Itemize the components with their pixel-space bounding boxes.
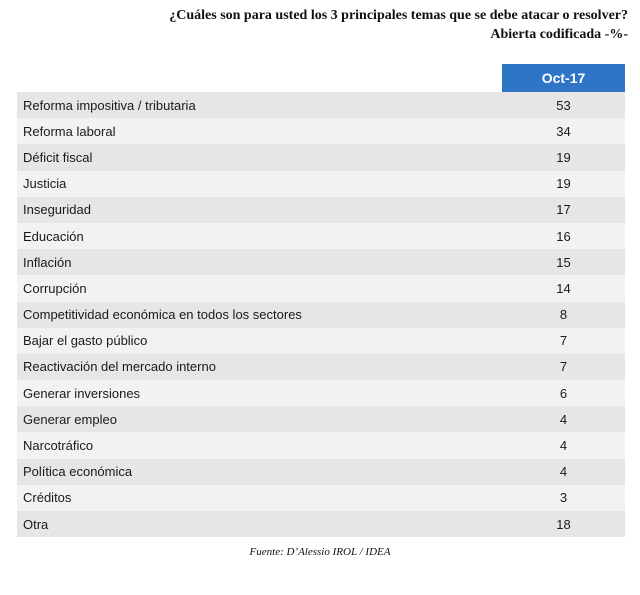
source-note: Fuente: D’Alessio IROL / IDEA (249, 546, 391, 558)
row-label: Justicia (23, 176, 67, 192)
chart-title (169, 6, 628, 44)
table-row (17, 380, 625, 406)
row-value: 34 (556, 123, 571, 139)
table-row (17, 432, 625, 458)
title-line-1: ¿Cuáles son para usted los 3 principales temas que se debe atacar o resolver? (169, 8, 628, 23)
table-body (17, 92, 625, 537)
table-row (17, 328, 625, 354)
table-row (17, 118, 625, 144)
row-label: Otra (23, 516, 49, 532)
row-label: Narcotráfico (23, 438, 94, 454)
table-row (17, 171, 625, 197)
column-header-oct-17: Oct-17 (502, 64, 625, 92)
row-label: Reforma impositiva / tributaria (23, 97, 196, 113)
table-header-row (17, 64, 625, 92)
row-label: Créditos (23, 490, 72, 506)
row-value: 4 (559, 411, 568, 427)
row-label: Reactivación del mercado interno (23, 359, 216, 375)
table-row (17, 275, 625, 301)
row-label: Reforma laboral (23, 123, 116, 139)
row-value: 18 (556, 516, 571, 532)
table-row (17, 144, 625, 170)
table-row (17, 92, 625, 118)
row-label: Inseguridad (23, 202, 91, 218)
table-row (17, 197, 625, 223)
row-value: 19 (556, 176, 571, 192)
row-value: 6 (559, 385, 568, 401)
row-label: Generar empleo (23, 411, 117, 427)
row-label: Déficit fiscal (23, 149, 93, 165)
row-value: 15 (556, 254, 571, 270)
table-row (17, 459, 625, 485)
title-line-2: Abierta codificada -%- (490, 27, 628, 42)
table-row (17, 302, 625, 328)
table-row (17, 511, 625, 537)
table-row (17, 249, 625, 275)
row-label: Bajar el gasto público (23, 333, 148, 349)
row-value: 19 (556, 149, 571, 165)
row-value: 53 (556, 97, 571, 113)
row-value: 8 (559, 307, 568, 323)
table-row (17, 354, 625, 380)
table-row (17, 223, 625, 249)
row-label: Educación (23, 228, 84, 244)
table-row (17, 485, 625, 511)
row-value: 3 (559, 490, 568, 506)
table-header-blank (17, 64, 502, 92)
row-value: 17 (556, 202, 571, 218)
row-value: 14 (556, 280, 571, 296)
row-value: 4 (559, 464, 568, 480)
row-value: 7 (559, 333, 568, 349)
row-label: Política económica (23, 464, 133, 480)
row-label: Corrupción (23, 280, 87, 296)
table-row (17, 406, 625, 432)
row-value: 7 (559, 359, 568, 375)
data-table (17, 64, 625, 537)
row-value: 4 (559, 438, 568, 454)
row-label: Generar inversiones (23, 385, 141, 401)
row-label: Competitividad económica en todos los sectores (23, 307, 302, 323)
row-value: 16 (556, 228, 571, 244)
row-label: Inflación (23, 254, 72, 270)
